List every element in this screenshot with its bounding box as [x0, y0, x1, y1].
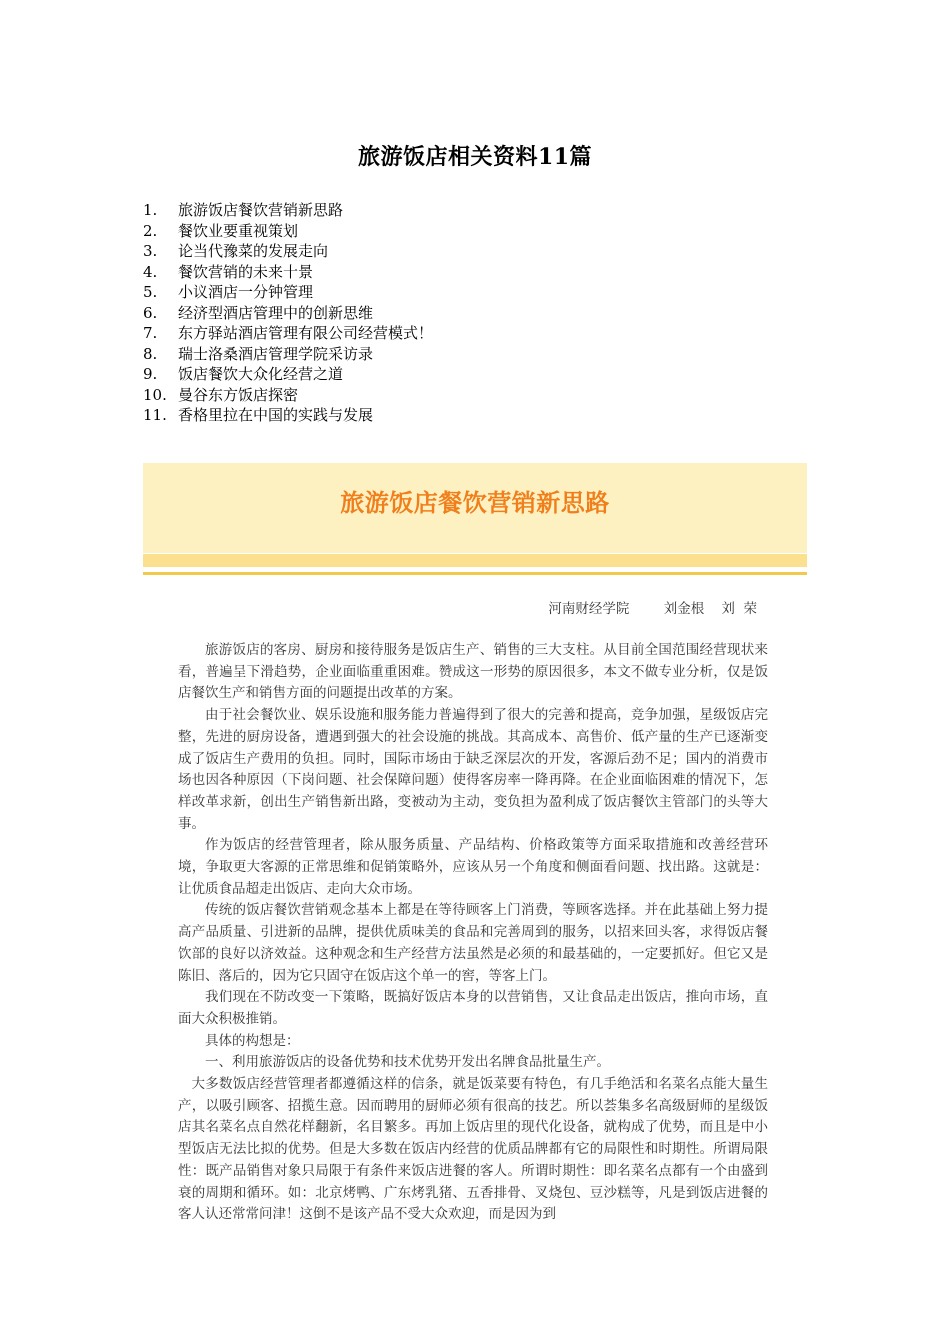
- article-paragraph: 大多数饭店经营管理者都遵循这样的信条，就是饭菜要有特色，有几手绝活和名菜名点能大量生产，以吸引顾客、招揽生意。因而聘用的厨师必须有很高的技艺。所以荟集多名高级厨师的星级饭店其名菜名点自然花样翻新，名目繁多。再加上饭店里的现代化设备，就构成了优势，而且是中小型饭店无法比拟的优势。但是大多数在饭店内经营的优质品牌都有它的局限性和时期性。所谓局限性：既产品销售对象只局限于有条件来饭店进餐的客人。所谓时期性：即名菜名点都有一个由盛到衰的周期和循环。如：北京烤鸭、广东烤乳猪、五香排骨、叉烧包、豆沙糕等，凡是到饭店进餐的客人认还常常问津！这倒不是该产品不受大众欢迎，而是因为到: [178, 1076, 768, 1223]
- toc-item-number: 3.: [143, 242, 158, 260]
- toc-item-title: 小议酒店一分钟管理: [178, 283, 314, 301]
- toc-item: [143, 221, 433, 242]
- banner-stripe: [143, 554, 807, 567]
- article-paragraph: 作为饭店的经营管理者，除从服务质量、产品结构、价格政策等方面采取措施和改善经营环境，争取更大客源的正常思维和促销策略外，应该从另一个角度和侧面看问题、找出路。这就是：让优质食品超走出饭店、走向大众市场。: [178, 837, 768, 897]
- toc-item: [143, 323, 433, 344]
- toc-item: [143, 385, 433, 406]
- toc-item-title: 餐饮业要重视策划: [178, 221, 299, 240]
- document-title: 旅游饭店相关资料11篇: [357, 144, 593, 170]
- article-body: [178, 640, 768, 1226]
- article-byline: 河南财经学院 刘金根 刘 荣: [548, 601, 757, 617]
- article-title: 旅游饭店餐饮营销新思路: [340, 488, 610, 517]
- toc-item: [143, 303, 433, 324]
- toc-item-number: 10.: [143, 385, 167, 404]
- toc-item: [143, 344, 433, 365]
- toc-item-title: 餐饮营销的未来十景: [178, 262, 314, 281]
- toc-item: [143, 364, 433, 385]
- toc-item: [143, 262, 433, 283]
- toc-item-number: 8.: [143, 344, 158, 363]
- toc-item-number: 9.: [143, 365, 158, 383]
- banner-rule: [143, 572, 807, 575]
- toc-item-title: 饭店餐饮大众化经营之道: [178, 365, 344, 383]
- toc-item-title: 曼谷东方饭店探密: [178, 385, 299, 404]
- toc-item-title: 旅游饭店餐饮营销新思路: [178, 201, 344, 219]
- article-paragraph: 旅游饭店的客房、厨房和接待服务是饭店生产、销售的三大支柱。从目前全国范围经营现状来看，普遍呈下滑趋势，企业面临重重困难。赞成这一形势的原因很多，本文不做专业分析，仅是饭店餐饮生产和销售方面的问题提出改革的方案。: [178, 642, 768, 702]
- toc-item-number: 6.: [143, 303, 158, 322]
- toc-item-title: 香格里拉在中国的实践与发展: [178, 406, 374, 424]
- toc-item-number: 7.: [143, 324, 158, 342]
- article-paragraph: 一、利用旅游饭店的设备优势和技术优势开发出名牌食品批量生产。: [205, 1054, 610, 1071]
- toc-item-title: 论当代豫菜的发展走向: [178, 242, 329, 260]
- article-paragraph: 我们现在不防改变一下策略，既搞好饭店本身的以营销售，又让食品走出饭店，推向市场，直面大众积极推销。: [178, 989, 768, 1027]
- article-paragraph: 由于社会餐饮业、娱乐设施和服务能力普遍得到了很大的完善和提高，竞争加强，星级饭店完整，先进的厨房设备，遭遇到强大的社会设施的挑战。其高成本、高售价、低产量的生产已逐渐变成了饭店生产费用的负担。同时，国际市场由于缺乏深层次的开发，客源后劲不足；国内的消费市场也因各种原因（下岗问题、社会保障问题）使得客房率一降再降。在企业面临困难的情况下，怎样改革求新，创出生产销售新出路，变被动为主动，变负担为盈利成了饭店餐饮主管部门的头等大事。: [178, 707, 768, 832]
- toc-item-title: 东方驿站酒店管理有限公司经营模式！: [178, 324, 434, 342]
- toc-item-title: 瑞士洛桑酒店管理学院采访录: [178, 344, 374, 363]
- toc-item: [143, 241, 433, 262]
- toc-item-number: 2.: [143, 221, 158, 240]
- article-paragraph: 具体的构想是：: [205, 1032, 300, 1049]
- toc-item-number: 1.: [143, 201, 158, 219]
- toc-item: [143, 282, 433, 303]
- table-of-contents: [143, 200, 433, 426]
- toc-item-number: 4.: [143, 262, 158, 281]
- toc-item-number: 5.: [143, 283, 158, 301]
- toc-item: [143, 405, 433, 426]
- article-paragraph: 传统的饭店餐饮营销观念基本上都是在等待顾客上门消费，等顾客选择。并在此基础上努力提高产品质量、引进新的品牌，提供优质味美的食品和完善周到的服务，以招来回头客，求得饭店餐饮部的良好以济效益。这种观念和生产经营方法虽然是必须的和最基础的，一定要抓好。但它又是陈旧、落后的，因为它只固守在饭店这个单一的窖，等客上门。: [178, 902, 768, 984]
- toc-item-number: 11.: [143, 406, 167, 424]
- toc-item: [143, 200, 433, 221]
- toc-item-title: 经济型酒店管理中的创新思维: [178, 303, 374, 322]
